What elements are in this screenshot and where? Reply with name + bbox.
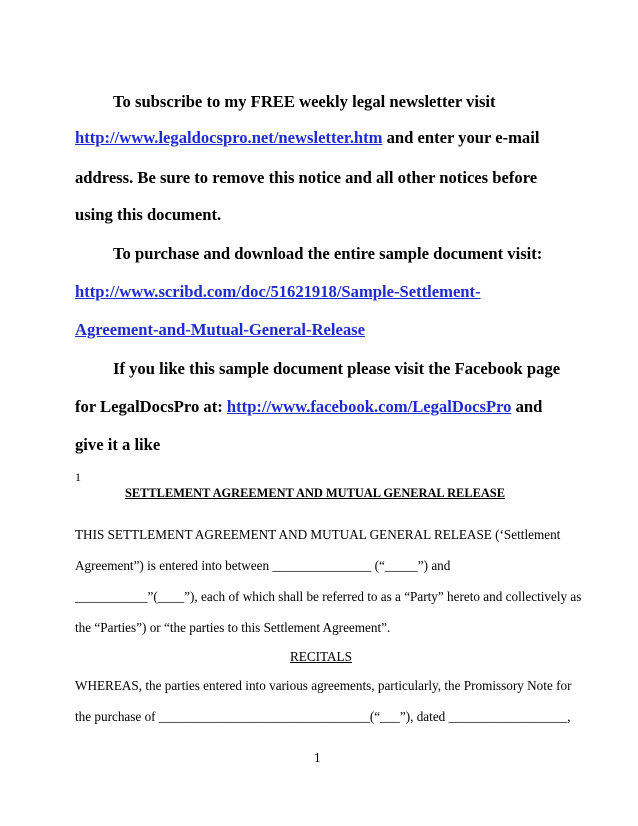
purchase-line: To purchase and download the entire sample document visit:	[113, 244, 543, 263]
facebook-link[interactable]: http://www.facebook.com/LegalDocsPro	[226, 397, 512, 416]
whereas-line-2: the purchase of ________________________________(“___”), dated __________________,	[75, 709, 571, 724]
notice-line-3: address. Be sure to remove this notice and all other notices before	[75, 168, 538, 187]
notice-line-2	[75, 128, 539, 148]
intro-line-2: Agreement”) is entered into between _______________ (“_____”) and	[75, 558, 451, 573]
newsletter-link[interactable]: http://www.legaldocspro.net/newsletter.htm	[75, 128, 383, 147]
facebook-line-3: give it a like	[75, 435, 161, 454]
facebook-line-2	[75, 397, 542, 417]
notice-line-4: using this document.	[75, 205, 222, 224]
intro-line-1: THIS SETTLEMENT AGREEMENT AND MUTUAL GENERAL RELEASE (‘Settlement	[75, 527, 561, 542]
whereas-line-1: WHEREAS, the parties entered into various agreements, particularly, the Promissory Note for	[75, 678, 572, 693]
scribd-link-line-2	[75, 320, 365, 340]
page-number: 1	[314, 750, 321, 765]
scribd-link-line-1	[75, 282, 481, 302]
facebook-line-2-prefix: for LegalDocsPro at:	[75, 397, 227, 416]
intro-line-3: ___________”(____”), each of which shall be referred to as a “Party” hereto and collectively as	[75, 589, 582, 604]
facebook-line-1: If you like this sample document please visit the Facebook page	[113, 359, 561, 378]
footnote-marker: 1	[75, 470, 81, 484]
facebook-line-2-suffix: and	[511, 397, 543, 416]
recitals-heading: RECITALS	[290, 649, 352, 664]
scribd-link-part-1[interactable]: http://www.scribd.com/doc/51621918/Sample-Settlement-	[75, 282, 481, 301]
notice-line-1: To subscribe to my FREE weekly legal newsletter visit	[113, 92, 496, 111]
intro-line-4: the “Parties”) or “the parties to this Settlement Agreement”.	[75, 620, 391, 635]
document-title: SETTLEMENT AGREEMENT AND MUTUAL GENERAL RELEASE	[125, 486, 505, 500]
scribd-link-part-2[interactable]: Agreement-and-Mutual-General-Release	[75, 320, 366, 339]
notice-line-2-rest: and enter your e-mail	[382, 128, 540, 147]
